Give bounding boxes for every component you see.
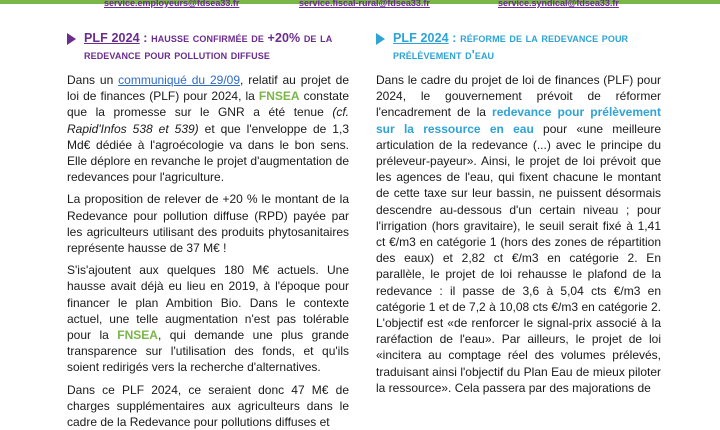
redevance-highlight: redevance pour prélèvement sur la ressource en eau — [376, 105, 661, 136]
article-eau — [376, 30, 661, 400]
triangle-bullet-icon — [67, 33, 76, 45]
triangle-bullet-icon — [376, 33, 385, 45]
article-eau-title: PLF 2024 : réforme de la redevance pour prélèvement d'eau — [393, 31, 629, 62]
communique-link[interactable]: communiqué du 29/09 — [118, 73, 241, 87]
article-eau-paragraph-1: Dans le cadre du projet de loi de finances (PLF) pour 2024, le gouvernement prévoit de réformer l'encadrement de la redevance pour prélèvement sur la ressource en eau pour «une meilleure articulation de la redevance (...) avec le principe du préleveur-payeur». Ainsi, le projet de loi prévoit que les agences de l'eau, qui fixent chacune le montant de cette taxe sur leur bassin, ne puissent désormais descendre au-dessous d'un certain niveau ; pour l'irrigation (hors gravitaire), le seuil serait fixé à 1,41 ct €/m3 en catégorie 1 (hors des zones de répartition des eaux) et 2,82 ct €/m3 en catégorie 2. En parallèle, le projet de loi rehausse le plafond de la redevance : il passe de 3,6 à 5,04 cts €/m3 en catégorie 1 et de 7,2 à 10,08 cts €/m3 en catégorie 2. L'objectif est «de renforcer le signal-prix associé à la raréfaction de l'eau». Par ailleurs, le projet de loi «incitera au comptage réel des volumes prélevés, traduisant ainsi l'objectif du Plan Eau de mieux piloter la ressource». Cela passera par des majorations de — [376, 73, 661, 395]
article-rpd-paragraph-4: Dans ce PLF 2024, ce seraient donc 47 M€ de charges supplémentaires aux agriculteurs dans le cadre de la Redevance pour pollutions diffuses et — [67, 382, 349, 430]
email-syndical-link[interactable]: service.syndical@fdsea33.fr — [498, 0, 619, 8]
contact-emails — [0, 0, 720, 12]
article-rpd-paragraph-1: Dans un communiqué du 29/09, relatif au projet de loi de finances (PLF) pour 2024, la FNSEA constate que la promesse sur le GNR a été tenue (cf. Rapid'Infos 538 et 539) et que l'enveloppe de 1,3 Md€ dédiée à l'agroécologie va dans le bon sens. Elle déplore en revanche le projet d'augmentation de redevances pour l'agriculture. — [67, 73, 349, 185]
article-rpd-paragraph-2: La proposition de relever de +20 % le montant de la Redevance pour pollution diffuse (RPD) payée par les agriculteurs utilisant des produits phytosanitaires représente hausse de 37 M€ ! — [67, 192, 349, 256]
email-fiscal-rural-link[interactable]: service.fiscal-rural@fdsea33.fr — [299, 0, 430, 8]
article-rpd-heading — [67, 30, 349, 64]
article-eau-heading — [376, 30, 661, 64]
rapid-infos-reference: (cf. Rapid'Infos 538 et 539) — [67, 105, 349, 136]
article-rpd-paragraph-3: S'is'ajoutent aux quelques 180 M€ actuels. Une hausse avait déjà eu lieu en 2019, à l'époque pour financer le plan Ambition Bio. Dans le contexte actuel, une telle augmentation n'est pas tolérable pour la FNSEA, qui demande une plus grande transparence sur l'utilisation des fonds, et qu'ils soient redirigés vers la recherche d'alternatives. — [67, 263, 349, 375]
article-rpd-title: PLF 2024 : hausse confirmée de +20% de la redevance pour pollution diffuse — [84, 31, 333, 62]
fnsea-label: FNSEA — [117, 328, 158, 343]
article-rpd — [67, 30, 349, 430]
email-employeurs-link[interactable]: service.employeurs@fdsea33.fr — [104, 0, 240, 8]
fnsea-label: FNSEA — [258, 89, 300, 104]
